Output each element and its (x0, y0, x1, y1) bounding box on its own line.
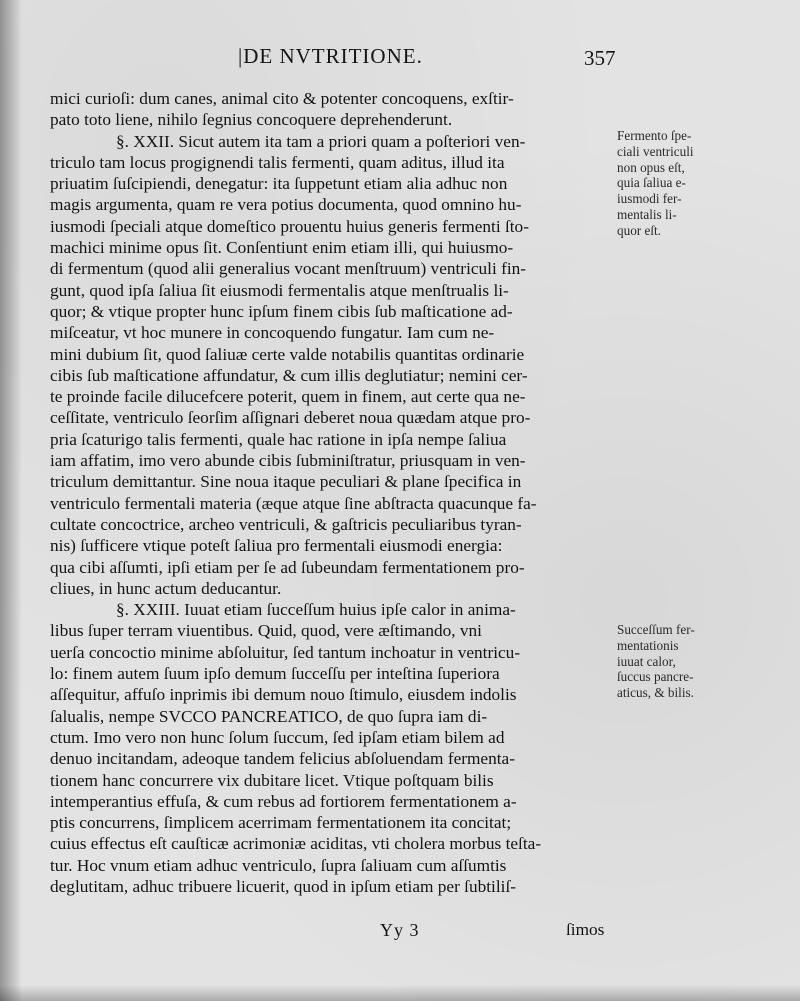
text-line: triculum demittantur. Sine noua itaque peculiari & plane ſpecifica in (50, 472, 522, 492)
text-line: cultate concoctrice, archeo ventriculi, & gaſtricis peculiaribus tyran- (50, 514, 522, 534)
text-line: iusmodi ſpeciali atque domeſtico prouentu huius generis fermenti ſto- (50, 216, 529, 236)
text-line: qua cibi aſſumti, ipſi etiam per ſe ad ſubeundam fermentationem pro- (50, 557, 525, 577)
text-line: priuatim ſuſcipiendi, denegatur: ita ſuppetunt etiam alia adhuc non (50, 174, 508, 194)
text-line: quor; & vtique propter hunc ipſum finem cibis ſub maſticatione ad- (50, 301, 513, 321)
text-line: di fermentum (quod alii generalius vocant menſtruum) ventriculi fin- (50, 259, 527, 279)
text-line: machici minime opus ſit. Conſentiunt enim etiam illi, qui huiusmo- (50, 238, 514, 258)
bottom-edge-shadow (0, 985, 800, 1001)
text-line: magis argumenta, quam re vera potius documenta, quod omnino hu- (50, 195, 522, 215)
text-line: lo: finem autem ſuum ipſo demum ſucceſſu per inteſtina ſuperiora (50, 664, 500, 684)
marginal-note-line: ciali ventriculi (617, 143, 694, 159)
marginal-note-line: quia ſaliua e- (617, 175, 686, 191)
text-line: tionem hanc concurrere vix dubitare licet. Vtique poſtquam bilis (50, 770, 494, 790)
binding-shadow (0, 0, 22, 1001)
marginal-note-line: ſuccus pancre- (617, 669, 694, 685)
text-line: libus ſuper terram viuentibus. Quid, quod, vere æſtimando, vni (50, 621, 482, 641)
marginal-note-line: Succeſſum fer- (617, 622, 695, 637)
text-line: pria ſcaturigo talis fermenti, quale hac ratione in ipſa nempe ſaliua (50, 429, 507, 449)
marginal-note-line: quor eſt. (617, 222, 661, 238)
signature-mark: Yy 3 (380, 920, 420, 940)
text-line: cibis ſub maſticatione affundatur, & cum illis deglutiatur; nemini cer- (50, 365, 528, 385)
text-line: ſalualis, nempe SVCCO PANCREATICO, de quo ſupra iam di- (50, 706, 488, 726)
marginal-note-line: iusmodi fer- (617, 191, 682, 207)
text-line: §. XXIII. Iuuat etiam ſucceſſum huius ipſe calor in anima- (116, 600, 516, 620)
text-line: nis) ſufficere vtique poteſt ſaliua pro fermentali eiusmodi energia: (50, 536, 503, 556)
text-line: denuo incitandam, adeoque tandem felicius abſoluendam fermenta- (50, 749, 515, 769)
text-line: te proinde facile dilucefcere poterit, quem in finem, aut certe qua ne- (50, 387, 526, 407)
text-line: deglutitam, adhuc tribuere licuerit, quod in ipſum etiam per ſubtiliſ- (50, 876, 516, 896)
text-line: pato toto liene, nihilo ſegnius concoquere deprehenderunt. (50, 110, 453, 130)
text-line: cuius effectus eſt cauſticæ acrimoniæ aciditas, vti cholera morbus teſta- (50, 834, 542, 854)
text-line: ctum. Imo vero non hunc ſolum ſuccum, ſed ipſam etiam bilem ad (50, 727, 505, 747)
text-line: §. XXII. Sicut autem ita tam a priori quam a poſteriori ven- (116, 131, 526, 151)
running-head: |DE NVTRITIONE. (238, 44, 423, 68)
page-number: 357 (584, 46, 616, 70)
text-line: ceſſitate, ventriculo ſeorſim aſſignari deberet noua quædam atque pro- (50, 408, 531, 428)
text-line: miſceatur, vt hoc munere in concoquendo fungatur. Iam cum ne- (50, 323, 495, 343)
marginal-note-fermentum (617, 128, 694, 239)
text-line: triculo tam locus progignendi talis fermenti, quam aditus, illud ita (50, 152, 505, 172)
marginal-note-line: mentationis (617, 637, 679, 653)
marginal-note-line: mentalis li- (617, 206, 677, 222)
marginal-note-calor (617, 622, 695, 701)
catchword: ſimos (566, 920, 605, 939)
text-line: intemperantius effuſa, & cum rebus ad fortiorem fermentationem a- (50, 791, 517, 811)
text-line: iam affatim, imo vero abunde cibis ſubminiſtratur, priusquam in ven- (50, 451, 526, 471)
main-text-block (50, 88, 608, 897)
marginal-note-line: Fermento ſpe- (617, 128, 692, 143)
text-line: tur. Hoc vnum etiam adhuc ventriculo, ſupra ſaliuam cum aſſumtis (50, 855, 507, 875)
text-line: ventriculo fermentali materia (æque atque ſine abſtracta quacunque fa- (50, 493, 537, 513)
text-line: uerſa concoctio minime abſoluitur, ſed tantum inchoatur in ventricu- (50, 642, 521, 662)
marginal-note-line: non opus eſt, (617, 159, 685, 175)
marginal-note-line: aticus, & bilis. (617, 685, 694, 701)
text-line: mini dubium ſit, quod ſaliuæ certe valde notabilis quantitas ordinarie (50, 344, 525, 364)
marginal-note-line: iuuat calor, (617, 653, 676, 669)
text-line: aſſequitur, affuſo inprimis ibi demum nouo ſtimulo, eiusdem indolis (50, 685, 517, 705)
text-line: ptis concurrens, ſimplicem acerrimam fermentationem ita concitat; (50, 813, 512, 833)
text-line: mici curioſi: dum canes, animal cito & potenter concoquens, exſtir- (50, 89, 514, 108)
text-line: gunt, quod ipſa ſaliua ſit eiusmodi fermentalis atque menſtrualis li- (50, 280, 509, 300)
text-line: cliues, in hunc actum deducantur. (50, 578, 282, 598)
